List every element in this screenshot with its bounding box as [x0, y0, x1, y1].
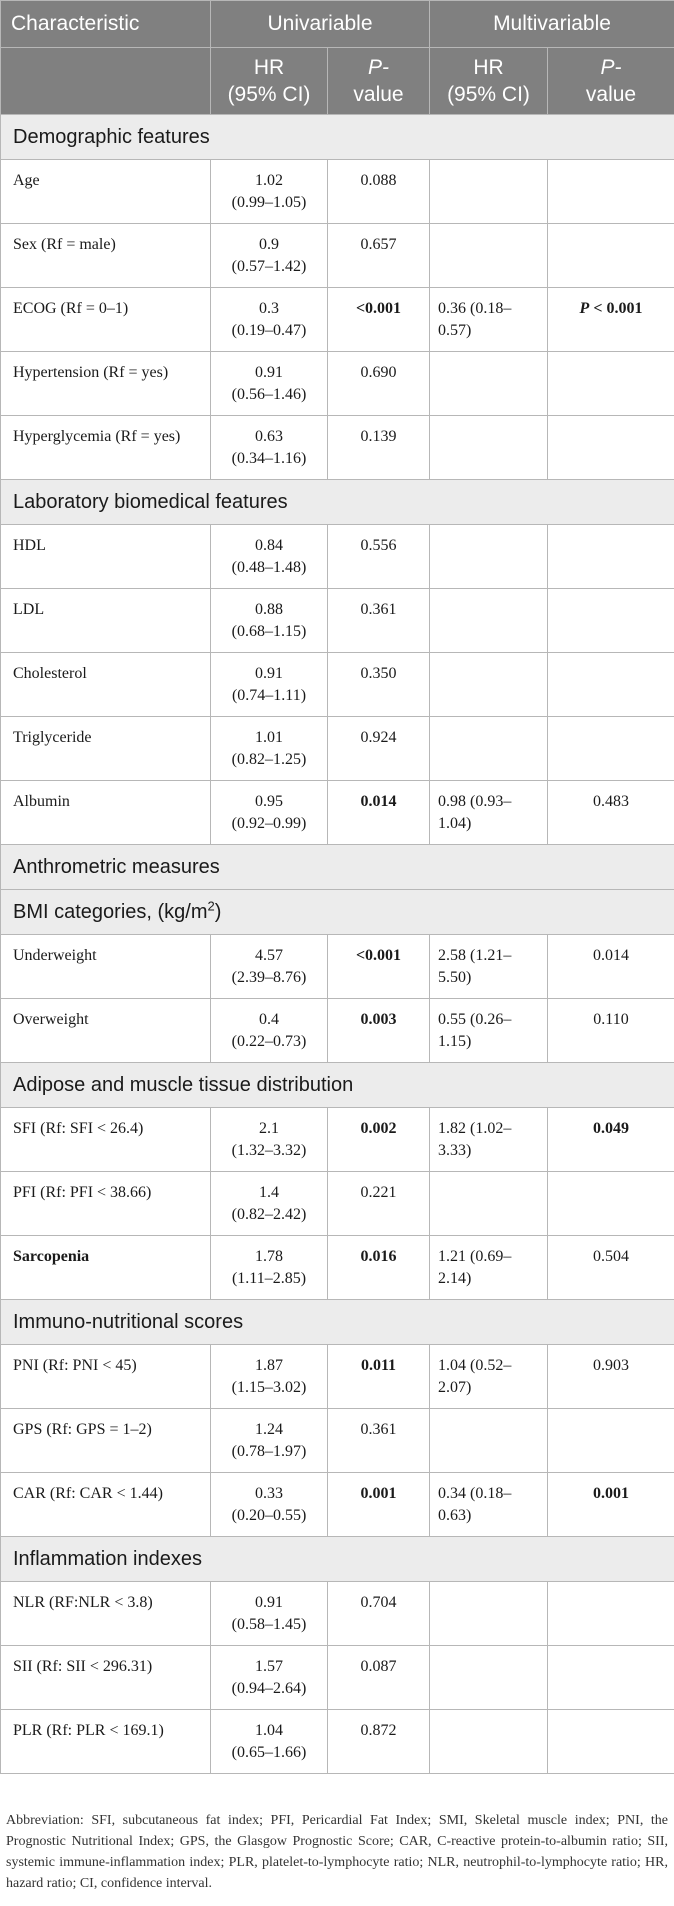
uni-hr-cell: 1.01 (0.82–1.25)	[211, 717, 328, 781]
multi-p-cell	[548, 525, 674, 589]
uni-p-cell: 0.088	[328, 160, 430, 224]
table-row	[1, 352, 674, 416]
header-multivariable: Multivariable	[430, 1, 674, 48]
table-row	[1, 1172, 674, 1236]
row-label: Hypertension (Rf = yes)	[1, 352, 211, 416]
header-multi-hr: HR (95% CI)	[430, 48, 548, 115]
uni-hr-cell: 4.57 (2.39–8.76)	[211, 935, 328, 999]
uni-hr-cell: 0.3 (0.19–0.47)	[211, 288, 328, 352]
multi-p-cell: 0.903	[548, 1345, 674, 1409]
row-label: Albumin	[1, 781, 211, 845]
table-row	[1, 224, 674, 288]
table-row	[1, 589, 674, 653]
uni-hr-cell: 0.63 (0.34–1.16)	[211, 416, 328, 480]
multi-hr-cell	[430, 160, 548, 224]
uni-p-cell: 0.003	[328, 999, 430, 1063]
table-row	[1, 1236, 674, 1300]
uni-hr-cell: 1.04 (0.65–1.66)	[211, 1710, 328, 1774]
uni-p-cell: 0.556	[328, 525, 430, 589]
multi-hr-cell: 2.58 (1.21–5.50)	[430, 935, 548, 999]
section-inflammation: Inflammation indexes	[1, 1537, 674, 1582]
multi-p-cell: P < 0.001	[548, 288, 674, 352]
table-row	[1, 160, 674, 224]
multi-p-cell	[548, 160, 674, 224]
uni-hr-cell: 0.9 (0.57–1.42)	[211, 224, 328, 288]
table-row	[1, 1646, 674, 1710]
header-uni-hr: HR (95% CI)	[211, 48, 328, 115]
section-immuno-nutritional: Immuno-nutritional scores	[1, 1300, 674, 1345]
uni-p-cell: 0.872	[328, 1710, 430, 1774]
uni-hr-cell: 0.33 (0.20–0.55)	[211, 1473, 328, 1537]
section-demographic: Demographic features	[1, 115, 674, 160]
table-row	[1, 653, 674, 717]
row-label: CAR (Rf: CAR < 1.44)	[1, 1473, 211, 1537]
section-anthrometric: Anthrometric measures	[1, 845, 674, 890]
uni-hr-cell: 1.02 (0.99–1.05)	[211, 160, 328, 224]
table-row	[1, 288, 674, 352]
multi-p-cell: 0.504	[548, 1236, 674, 1300]
multi-p-cell: 0.110	[548, 999, 674, 1063]
uni-hr-cell: 2.1 (1.32–3.32)	[211, 1108, 328, 1172]
uni-p-cell: 0.016	[328, 1236, 430, 1300]
header-characteristic: Characteristic	[1, 1, 211, 48]
uni-p-cell: <0.001	[328, 935, 430, 999]
multi-hr-cell	[430, 1582, 548, 1646]
uni-hr-cell: 0.84 (0.48–1.48)	[211, 525, 328, 589]
uni-p-cell: 0.014	[328, 781, 430, 845]
uni-hr-cell: 0.91 (0.74–1.11)	[211, 653, 328, 717]
uni-hr-cell: 0.95 (0.92–0.99)	[211, 781, 328, 845]
row-label: LDL	[1, 589, 211, 653]
multi-hr-cell: 1.04 (0.52–2.07)	[430, 1345, 548, 1409]
table-row	[1, 1710, 674, 1774]
table-row	[1, 1345, 674, 1409]
uni-hr-cell: 1.78 (1.11–2.85)	[211, 1236, 328, 1300]
multi-hr-cell	[430, 352, 548, 416]
multi-p-cell	[548, 224, 674, 288]
multi-p-cell	[548, 653, 674, 717]
uni-p-cell: 0.657	[328, 224, 430, 288]
multi-p-cell	[548, 717, 674, 781]
row-label: Underweight	[1, 935, 211, 999]
multi-p-cell	[548, 352, 674, 416]
section-laboratory: Laboratory biomedical features	[1, 480, 674, 525]
uni-p-cell: <0.001	[328, 288, 430, 352]
multi-hr-cell	[430, 1710, 548, 1774]
multi-hr-cell: 0.36 (0.18–0.57)	[430, 288, 548, 352]
multi-p-cell	[548, 1710, 674, 1774]
row-label: GPS (Rf: GPS = 1–2)	[1, 1409, 211, 1473]
row-label: Triglyceride	[1, 717, 211, 781]
uni-p-cell: 0.221	[328, 1172, 430, 1236]
row-label: Overweight	[1, 999, 211, 1063]
multi-hr-cell: 0.55 (0.26–1.15)	[430, 999, 548, 1063]
table-row	[1, 1108, 674, 1172]
multi-hr-cell: 0.34 (0.18–0.63)	[430, 1473, 548, 1537]
uni-hr-cell: 0.91 (0.58–1.45)	[211, 1582, 328, 1646]
multi-p-cell: 0.049	[548, 1108, 674, 1172]
multi-p-cell	[548, 1646, 674, 1710]
uni-p-cell: 0.139	[328, 416, 430, 480]
multi-hr-cell: 1.82 (1.02–3.33)	[430, 1108, 548, 1172]
multi-p-cell	[548, 1409, 674, 1473]
row-label: Cholesterol	[1, 653, 211, 717]
multi-hr-cell	[430, 416, 548, 480]
uni-hr-cell: 1.24 (0.78–1.97)	[211, 1409, 328, 1473]
row-label: PNI (Rf: PNI < 45)	[1, 1345, 211, 1409]
table-row	[1, 416, 674, 480]
multi-p-cell: 0.014	[548, 935, 674, 999]
table-row	[1, 717, 674, 781]
uni-p-cell: 0.690	[328, 352, 430, 416]
table-row	[1, 1582, 674, 1646]
multi-hr-cell: 1.21 (0.69–2.14)	[430, 1236, 548, 1300]
table-row	[1, 999, 674, 1063]
row-label: Hyperglycemia (Rf = yes)	[1, 416, 211, 480]
table-row	[1, 781, 674, 845]
row-label: Sex (Rf = male)	[1, 224, 211, 288]
row-label: Age	[1, 160, 211, 224]
uni-p-cell: 0.001	[328, 1473, 430, 1537]
row-label: ECOG (Rf = 0–1)	[1, 288, 211, 352]
uni-p-cell: 0.704	[328, 1582, 430, 1646]
multi-p-cell: 0.483	[548, 781, 674, 845]
uni-p-cell: 0.087	[328, 1646, 430, 1710]
uni-p-cell: 0.361	[328, 589, 430, 653]
uni-hr-cell: 0.91 (0.56–1.46)	[211, 352, 328, 416]
multi-p-cell	[548, 1172, 674, 1236]
table-row	[1, 1409, 674, 1473]
multi-hr-cell	[430, 224, 548, 288]
multi-p-cell: 0.001	[548, 1473, 674, 1537]
section-bmi-categories: BMI categories, $(kg/m^2)$	[1, 890, 674, 935]
uni-p-cell: 0.011	[328, 1345, 430, 1409]
uni-hr-cell: 1.4 (0.82–2.42)	[211, 1172, 328, 1236]
header-univariable: Univariable	[211, 1, 430, 48]
row-label: HDL	[1, 525, 211, 589]
multi-hr-cell	[430, 653, 548, 717]
row-label: PFI (Rf: PFI < 38.66)	[1, 1172, 211, 1236]
row-label: SFI (Rf: SFI < 26.4)	[1, 1108, 211, 1172]
table-row	[1, 1473, 674, 1537]
row-label: PLR (Rf: PLR < 169.1)	[1, 1710, 211, 1774]
multi-hr-cell	[430, 1409, 548, 1473]
multi-hr-cell	[430, 589, 548, 653]
multi-hr-cell: 0.98 (0.93–1.04)	[430, 781, 548, 845]
multi-hr-cell	[430, 1646, 548, 1710]
row-label: SII (Rf: SII < 296.31)	[1, 1646, 211, 1710]
multi-hr-cell	[430, 717, 548, 781]
table-row	[1, 935, 674, 999]
uni-p-cell: 0.350	[328, 653, 430, 717]
multi-p-cell	[548, 589, 674, 653]
row-label: NLR (RF:NLR < 3.8)	[1, 1582, 211, 1646]
uni-p-cell: 0.924	[328, 717, 430, 781]
uni-p-cell: 0.002	[328, 1108, 430, 1172]
uni-hr-cell: 1.87 (1.15–3.02)	[211, 1345, 328, 1409]
multi-p-cell	[548, 1582, 674, 1646]
multi-hr-cell	[430, 525, 548, 589]
multi-p-cell	[548, 416, 674, 480]
uni-hr-cell: 1.57 (0.94–2.64)	[211, 1646, 328, 1710]
table-footnote: Abbreviation: SFI, subcutaneous fat index; PFI, Pericardial Fat Index; SMI, Skeletal muscle index; PNI, the Prognostic Nutritional Index; GPS, the Glasgow Prognostic Score; CAR, C-reactive protein-to-albumin ratio; SII, systemic immune-inflammation index; PLR, platelet-to-lymphocyte ratio; NLR, neutrophil-to-lymphocyte ratio; HR, hazard ratio; CI, confidence interval.	[6, 1813, 668, 1891]
uni-hr-cell: 0.88 (0.68–1.15)	[211, 589, 328, 653]
section-adipose-muscle: Adipose and muscle tissue distribution	[1, 1063, 674, 1108]
row-label: Sarcopenia	[1, 1236, 211, 1300]
table-row	[1, 525, 674, 589]
header-multi-p: P- value	[548, 48, 674, 115]
uni-p-cell: 0.361	[328, 1409, 430, 1473]
header-blank	[1, 48, 211, 115]
uni-hr-cell: 0.4 (0.22–0.73)	[211, 999, 328, 1063]
header-uni-p: P- value	[328, 48, 430, 115]
multi-hr-cell	[430, 1172, 548, 1236]
